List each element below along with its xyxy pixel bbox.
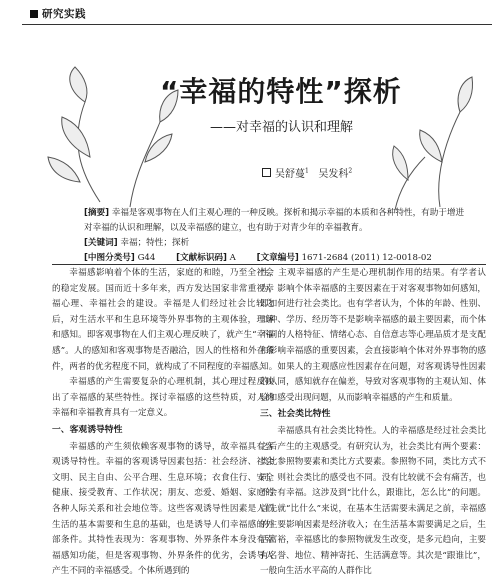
doc-label: [文献标识码] [176, 253, 227, 263]
author-1-mark: 1 [305, 167, 309, 175]
abstract-line-1 [84, 206, 484, 221]
clc-label: [中图分类号] [84, 253, 135, 263]
keywords-row [84, 236, 484, 251]
left-paragraph-2: 幸福感的产生需要复杂的心理机制，其心理过程反映出了幸福感的某些特性。探讨幸福感的这些特质，对人的幸福和幸福教育具有一定意义。 [52, 377, 274, 419]
author-1-name: 吴舒蔓 [275, 169, 305, 180]
left-paragraph-3: 幸福感的产生须依赖客观事物的诱导，故幸福具有客观诱导特性。幸福的客观诱导因素包括：社会经济、社会文明、民主自由、公平合理、生息环境；衣食住行、安全健康、接受教育、工作状况；朋友、恋爱、婚姻、家庭的各种人际关系和社会地位等。这些客观诱导性因素是人们生活的基本需要和生息的基础，也是诱导人们幸福感的外部条件。其特性表现为：客观事物、外界条件本身没有幸福感知功能，但是客观事物、外界条件的优劣，会诱导人产生不同的幸福感受。个体所遇到的 [52, 441, 274, 577]
left-paragraph-1: 幸福感影响着个体的生活，家庭的和睦，乃至全社会的稳定发展。国而近十多年来，西方发达国家非常重视幸福心理、幸福社会的建设。幸福是人们经过社会比较之后，对生活水平和生息环境等外界事物的主观体验，理解和感知。即客观事物在人们主观心理反映了，就产生“幸福感”。人的感知和客观事物是否融洽，因人的性格和外在条件，两者的优劣程度不同，就构成了不同程度的幸福感。 [52, 268, 274, 372]
article-title: “幸福的特性”探析 [160, 75, 402, 108]
abstract-label: [摘要] [84, 208, 110, 218]
author-2-mark: 2 [348, 167, 353, 175]
section-header [30, 6, 86, 21]
keywords-label: [关键词] [84, 238, 118, 248]
article-id-label: [文章编号] [256, 253, 299, 263]
section-heading-3: 三、社会类比特性 [260, 409, 331, 420]
abstract-block [84, 206, 484, 266]
right-column [260, 266, 486, 580]
right-paragraph-2: 幸福感具有社会类比特性。人的幸福感是经过社会类比之后产生的主观感受。有研究认为，社会类比有两个要素：类比参照物要素和类比方式要素。参照物不同，类比方式不同，则社会类比的感受也不同。没有比较就不会有痛苦，也不会有幸福。这涉及到“比什么，跟谁比，怎么比”的问题。首先就“比什么”来说，在基本生活需要未满足之前，幸福感的主要影响因素是经济收入；在生活基本需要满足之后，生活富裕，幸福感比的参照物就发生改变，是多元趋向，主要有名誉、地位、精神寄托、生活满意等。其次是“跟谁比”，一般向生活水平高的人群作比 [260, 425, 486, 577]
article-subtitle: ——对幸福的认识和理解 [210, 120, 354, 135]
keywords-text: 幸福；特性；探析 [120, 238, 190, 248]
left-column [52, 266, 274, 580]
author-line [262, 165, 352, 180]
abstract-line-2: 对幸福的认识和理解，以及幸福感的建立，也有助于对青少年的幸福教育。 [84, 223, 368, 233]
author-2-name: 吴发科 [318, 169, 349, 180]
section-heading-1: 一、客观诱导特性 [52, 424, 123, 435]
author-box-icon [262, 168, 271, 177]
section-title: 研究实践 [42, 8, 86, 20]
section-square-icon [30, 10, 38, 18]
abstract-rule [52, 264, 486, 265]
article-id-value: 1671-2684 (2011) 12-0018-02 [301, 253, 432, 263]
abstract-text-1: 幸福是客观事物在人们主观心理的一种反映。探析和揭示幸福的本质和各种特性，有助于增进 [111, 208, 465, 218]
header-rule [22, 24, 492, 25]
right-paragraph-1: 性，主观幸福感的产生是心理机制作用的结果。有学者认为，影响个体幸福感的主要因素在于对客观事物如何感知，即如何进行社会类比。也有学者认为，个体的年龄、性别、工种、学历、经历等不是影响幸福感的最主要因素，而个体不同的人格特征、情绪心态、自信意志等心理品质才是支配和影响幸福感的重要因素，会直接影响个体对外界事物的感知。如果人的主观感应性因素存在问题，对客观诱导性因素的认同，感知就存在偏差，导致对客观事物的主观认知、体验和感受出现问题，从而影响幸福感的产生和质量。 [260, 268, 486, 403]
doc-value: A [229, 253, 236, 263]
clc-value: G44 [137, 253, 156, 263]
